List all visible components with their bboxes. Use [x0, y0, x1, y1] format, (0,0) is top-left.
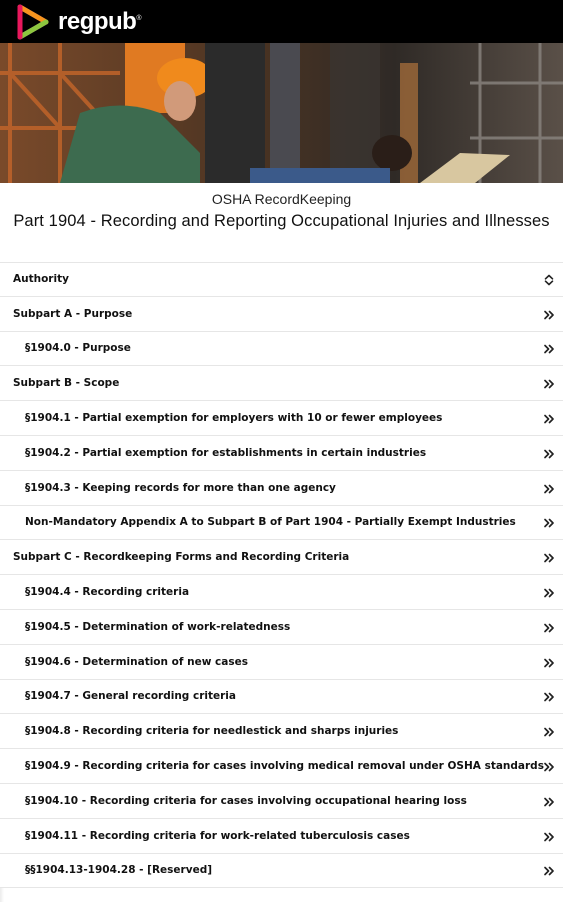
- double-chevron-right-icon[interactable]: [543, 377, 555, 389]
- hero-illustration: [0, 43, 563, 183]
- toc-item-label: §1904.11 - Recording criteria for work-related tuberculosis cases: [25, 829, 410, 842]
- toc-item-label: Authority: [13, 273, 69, 286]
- toc-item-label: Non-Mandatory Appendix A to Subpart B of Part 1904 - Partially Exempt Industries: [25, 516, 516, 529]
- toc-item[interactable]: [0, 749, 563, 784]
- toc-item-label: §1904.9 - Recording criteria for cases involving medical removal under OSHA standards: [25, 760, 544, 773]
- regpub-logo-icon: [14, 3, 52, 41]
- toc-item-label: §1904.8 - Recording criteria for needlestick and sharps injuries: [25, 725, 399, 738]
- toc-item-label: §1904.10 - Recording criteria for cases involving occupational hearing loss: [25, 794, 467, 807]
- toc-item[interactable]: [0, 540, 563, 575]
- double-chevron-right-icon[interactable]: [543, 412, 555, 424]
- toc-item[interactable]: [0, 819, 563, 854]
- double-chevron-right-icon[interactable]: [543, 586, 555, 598]
- toc-item[interactable]: [0, 680, 563, 715]
- toc-item-label: Subpart B - Scope: [13, 377, 120, 390]
- toc-item[interactable]: [0, 575, 563, 610]
- hero-image: [0, 43, 563, 183]
- toc-item-label: §1904.6 - Determination of new cases: [25, 655, 248, 668]
- toc-item[interactable]: [0, 471, 563, 506]
- toc-item-label: §1904.3 - Keeping records for more than one agency: [25, 481, 336, 494]
- chevron-up-down-icon[interactable]: [543, 273, 555, 285]
- double-chevron-right-icon[interactable]: [543, 795, 555, 807]
- toc-item[interactable]: [0, 714, 563, 749]
- toc-item-label: §1904.7 - General recording criteria: [25, 690, 236, 703]
- toc-item[interactable]: [0, 436, 563, 471]
- toc-item[interactable]: [0, 332, 563, 367]
- toc-item[interactable]: [0, 610, 563, 645]
- toc-item[interactable]: [0, 854, 563, 889]
- double-chevron-right-icon[interactable]: [543, 725, 555, 737]
- page-title: Part 1904 - Recording and Reporting Occupational Injuries and Illnesses: [13, 212, 550, 230]
- toc-item[interactable]: [0, 506, 563, 541]
- toc-item[interactable]: [0, 401, 563, 436]
- double-chevron-right-icon[interactable]: [543, 551, 555, 563]
- toc-item[interactable]: [0, 366, 563, 401]
- toc-item[interactable]: [0, 297, 563, 332]
- double-chevron-right-icon[interactable]: [543, 516, 555, 528]
- page-subtitle: OSHA RecordKeeping: [211, 191, 352, 207]
- double-chevron-right-icon[interactable]: [543, 690, 555, 702]
- toc-item-label: Subpart C - Recordkeeping Forms and Recording Criteria: [13, 551, 350, 564]
- app-header: [0, 0, 563, 43]
- toc-item[interactable]: [0, 645, 563, 680]
- toc-item-label: §1904.2 - Partial exemption for establishments in certain industries: [25, 446, 427, 459]
- double-chevron-right-icon[interactable]: [543, 656, 555, 668]
- toc-item-label: §§1904.13-1904.28 - [Reserved]: [25, 864, 213, 877]
- regpub-logo[interactable]: [14, 3, 141, 41]
- double-chevron-right-icon[interactable]: [543, 482, 555, 494]
- toc-item-label: §1904.1 - Partial exemption for employers with 10 or fewer employees: [25, 412, 443, 425]
- double-chevron-right-icon[interactable]: [543, 864, 555, 876]
- double-chevron-right-icon[interactable]: [543, 308, 555, 320]
- toc-item[interactable]: [0, 262, 563, 297]
- toc-item[interactable]: [0, 784, 563, 819]
- double-chevron-right-icon[interactable]: [543, 760, 555, 772]
- toc-item-label: §1904.5 - Determination of work-relatedness: [25, 620, 291, 633]
- toc-item-label: §1904.0 - Purpose: [25, 342, 131, 355]
- double-chevron-right-icon[interactable]: [543, 830, 555, 842]
- brand-name: regpub®: [58, 7, 141, 35]
- toc-item-label: §1904.4 - Recording criteria: [25, 586, 190, 599]
- toc-item-label: Subpart A - Purpose: [13, 307, 133, 320]
- double-chevron-right-icon[interactable]: [543, 342, 555, 354]
- double-chevron-right-icon[interactable]: [543, 447, 555, 459]
- double-chevron-right-icon[interactable]: [543, 621, 555, 633]
- table-of-contents: [0, 262, 563, 888]
- page-header: [0, 183, 563, 261]
